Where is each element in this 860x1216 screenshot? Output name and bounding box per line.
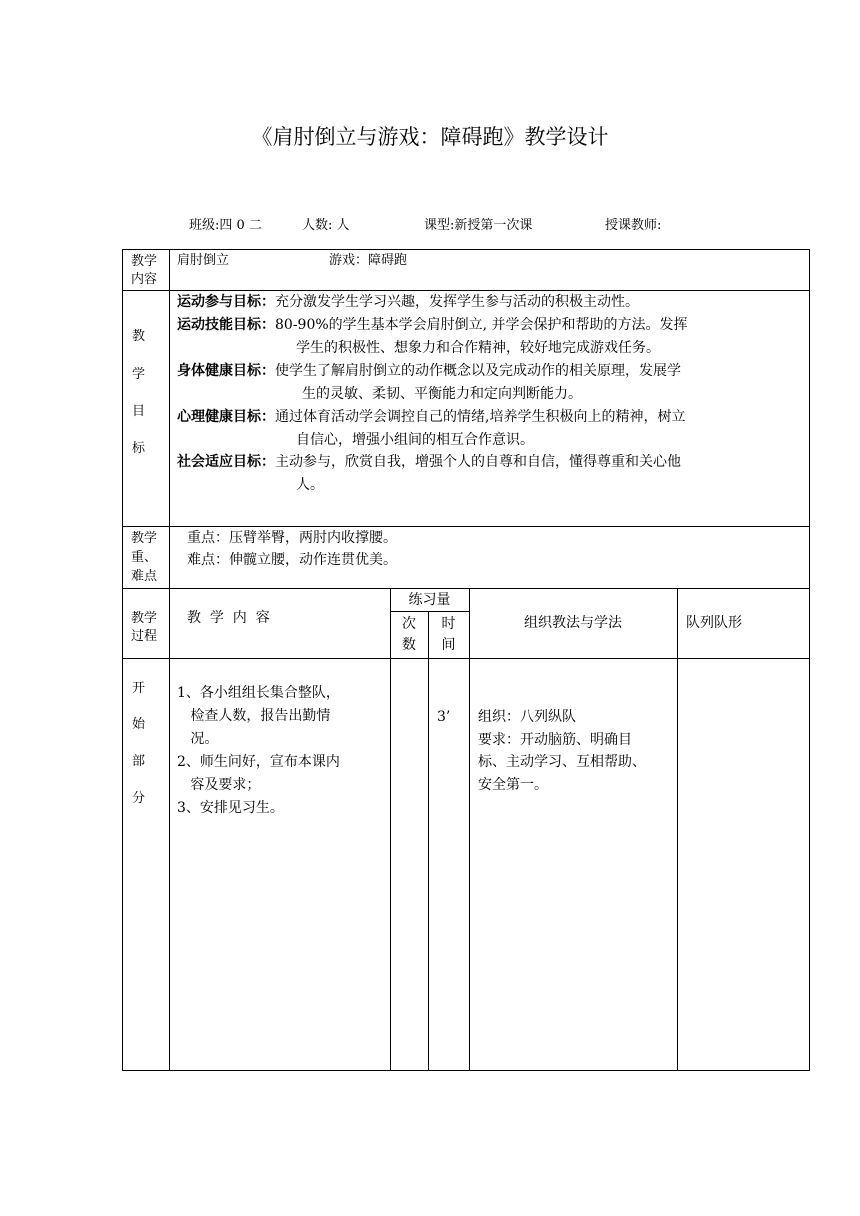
start-time: 3’ — [437, 709, 451, 725]
start-method-line: 要求：开动脑筋、明确目 — [478, 732, 632, 748]
goals-side-label: 目 — [132, 404, 146, 419]
goals-side-label: 教 — [132, 329, 146, 344]
start-content-line: 2、师生问好，宣布本课内 — [177, 754, 340, 770]
column-divider — [677, 588, 678, 1071]
goal-line-social-cont: 人。 — [296, 477, 324, 493]
start-side-label: 分 — [132, 791, 146, 806]
goal-line-skill: 运动技能目标：80-90%的学生基本学会肩肘倒立, 并学会保护和帮助的方法。发挥 — [177, 317, 688, 333]
content-label: 教学 — [131, 254, 158, 269]
goals-side-label: 学 — [132, 367, 146, 382]
header-times: 数 — [402, 637, 416, 653]
content-item: 肩肘倒立 — [177, 253, 230, 268]
people-info: 人数: 人 — [302, 218, 350, 233]
key-point: 重点：压臂举臀，两肘内收撑腰。 — [187, 530, 397, 546]
start-content-line: 检查人数，报告出勤情 — [177, 708, 331, 724]
start-method-line: 标、主动学习、互相帮助、 — [478, 754, 646, 770]
content-label: 内容 — [131, 272, 158, 287]
header-method: 组织教法与学法 — [524, 615, 622, 631]
header-time: 时 — [441, 616, 456, 632]
column-divider — [428, 611, 429, 1071]
goal-line-participation: 运动参与目标：充分激发学生学习兴趣，发挥学生参与活动的积极主动性。 — [177, 294, 639, 310]
goal-line-health-cont: 生的灵敏、柔韧、平衡能力和定向判断能力。 — [302, 386, 582, 402]
header-practice: 练习量 — [408, 592, 451, 608]
content-item: 游戏：障碍跑 — [329, 253, 408, 268]
process-label: 教学 — [131, 611, 158, 626]
goal-line-mental-cont: 自信心，增强小组间的相互合作意识。 — [296, 432, 534, 448]
key-points-label: 重、 — [131, 550, 158, 565]
start-side-label: 开 — [132, 681, 146, 696]
start-content-line: 况。 — [177, 731, 219, 747]
key-points-label: 难点 — [131, 569, 158, 584]
start-content-line: 1、各小组组长集合整队， — [177, 685, 340, 701]
class-info: 班级:四 0 二 — [189, 218, 262, 233]
header-content: 教 学 内 容 — [187, 610, 270, 626]
goal-line-health: 身体健康目标：使学生了解肩肘倒立的动作概念以及完成动作的相关原理，发展学 — [177, 363, 681, 379]
goal-line-skill-cont: 学生的积极性、想象力和合作精神，较好地完成游戏任务。 — [296, 340, 660, 356]
column-divider — [390, 588, 391, 1071]
start-method-line: 组织：八列纵队 — [478, 709, 576, 725]
teacher-info: 授课教师: — [605, 218, 662, 233]
goal-line-mental: 心理健康目标：通过体育活动学会调控自己的情绪,培养学生积极向上的精神，树立 — [177, 409, 686, 425]
column-divider — [469, 588, 470, 1071]
document-title: 《肩肘倒立与游戏：障碍跑》教学设计 — [251, 125, 609, 149]
column-divider — [169, 249, 170, 1071]
header-formation: 队列队形 — [686, 615, 742, 631]
row-divider — [122, 658, 810, 659]
start-method-line: 安全第一。 — [478, 777, 548, 793]
goal-line-social: 社会适应目标：主动参与，欣赏自我，增强个人的自尊和自信，懂得尊重和关心他 — [177, 454, 681, 470]
key-points-label: 教学 — [131, 531, 158, 546]
process-label: 过程 — [131, 629, 158, 644]
start-content-line: 3、安排见习生。 — [177, 800, 284, 816]
header-times: 次 — [402, 616, 416, 632]
lesson-type-info: 课型:新授第一次课 — [424, 218, 533, 233]
start-side-label: 始 — [132, 717, 146, 732]
start-content-line: 容及要求； — [177, 777, 261, 793]
header-time: 间 — [441, 637, 456, 653]
goals-side-label: 标 — [132, 441, 146, 456]
start-side-label: 部 — [132, 754, 146, 769]
difficult-point: 难点：伸髋立腰，动作连贯优美。 — [187, 552, 397, 568]
